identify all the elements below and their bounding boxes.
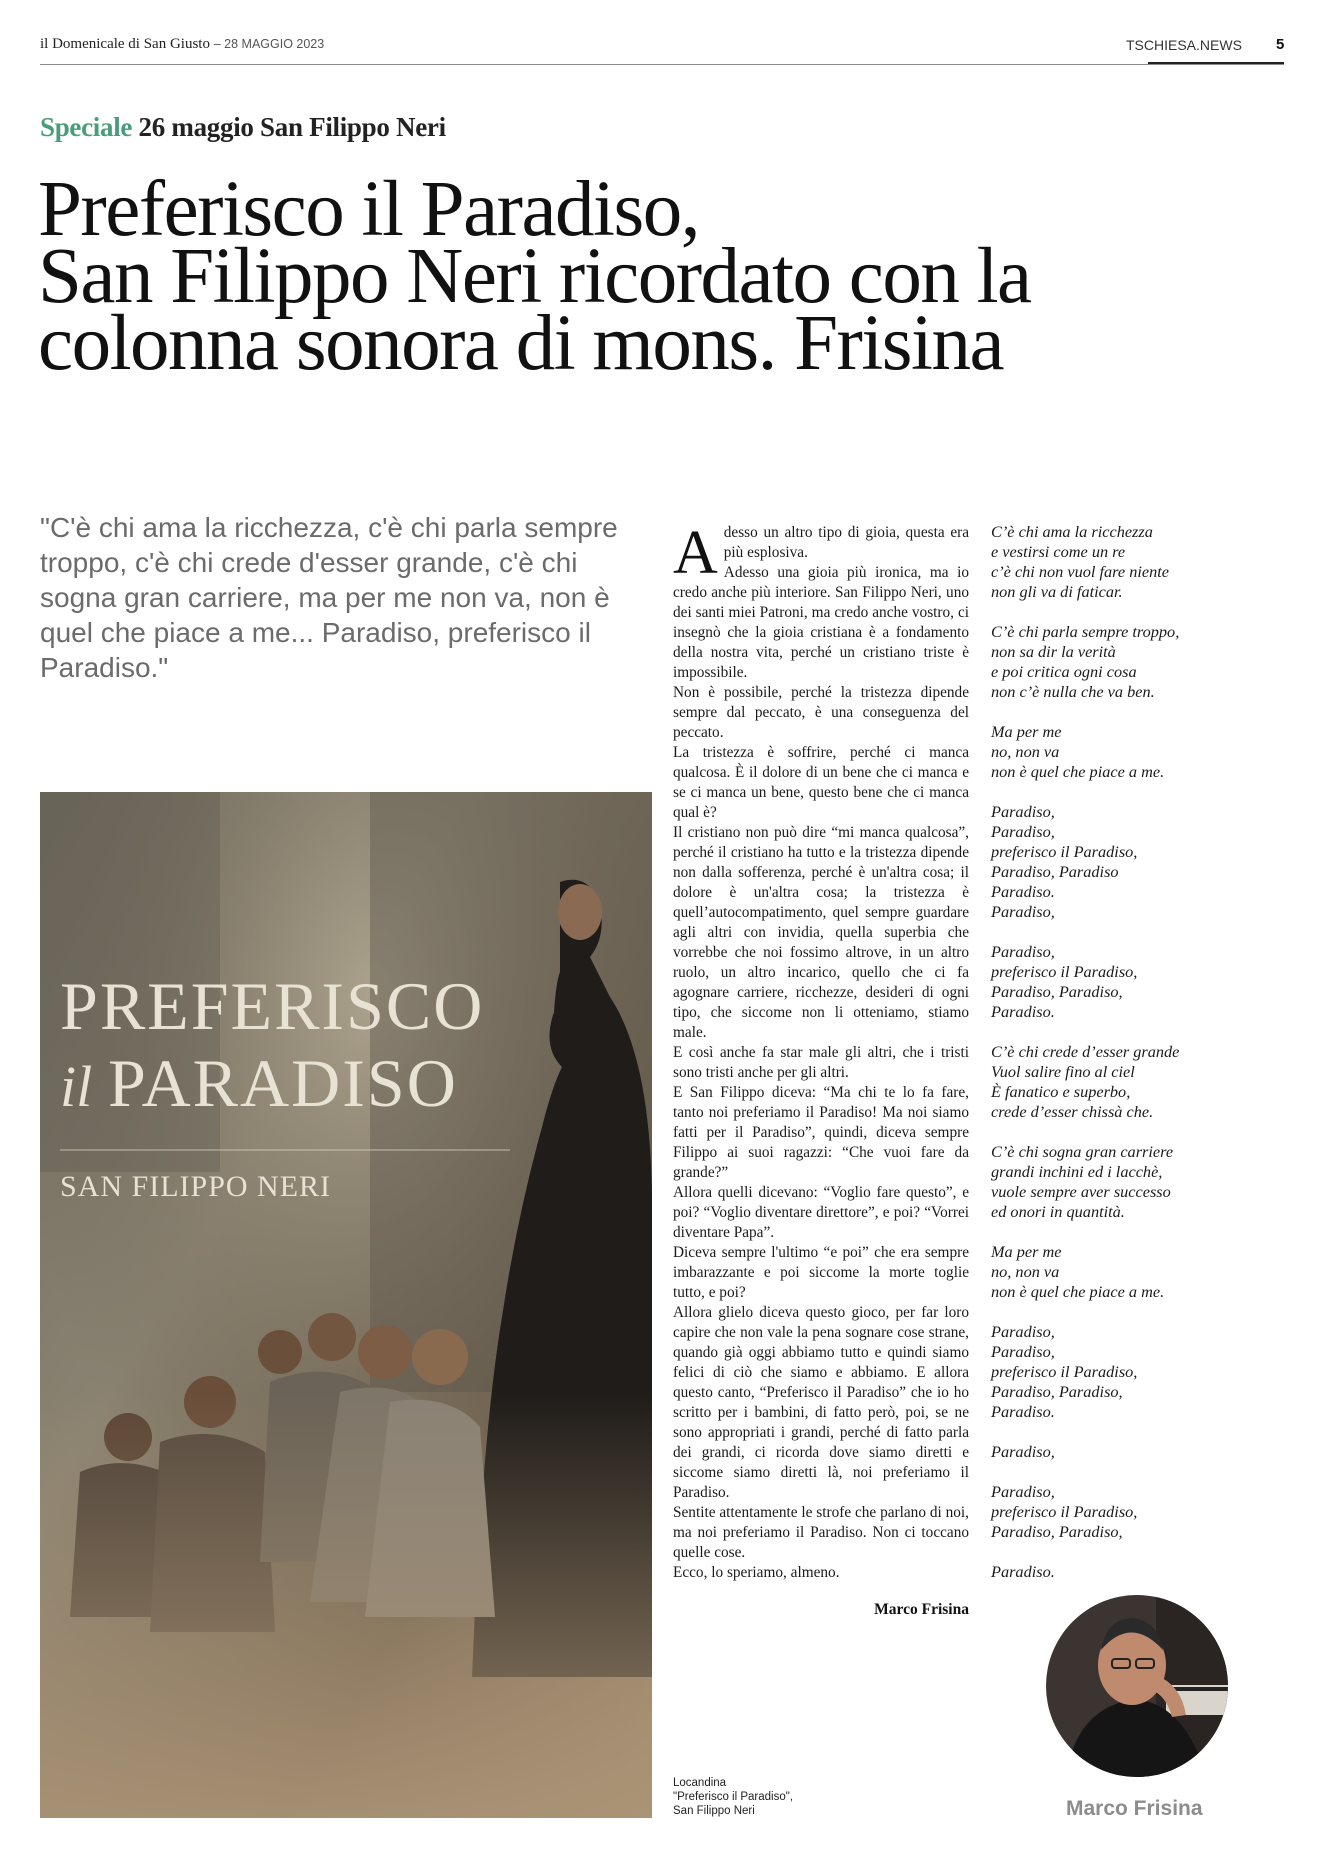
lyric-line: Paradiso. [991, 1562, 1055, 1581]
lyric-line: Ma per me [991, 1242, 1062, 1261]
paragraph: Non è possibile, perché la tristezza dipende sempre dal peccato, è una conseguenza del peccato. [673, 684, 969, 741]
lyric-stanza [991, 942, 1291, 1022]
lyric-line: Paradiso, [991, 1482, 1055, 1501]
caption-line: "Preferisco il Paradiso", [673, 1791, 794, 1803]
author-name: Marco Frisina [1066, 1797, 1203, 1820]
lyric-line: Paradiso, [991, 902, 1055, 921]
paragraph: Diceva sempre l'ultimo “e poi” che era sempre imbarazzante e poi siccome la morte toglie tutto, e poi? [673, 1244, 969, 1301]
song-lyrics [991, 522, 1291, 1602]
lyric-line: non è quel che piace a me. [991, 1282, 1165, 1301]
lyric-line: Paradiso, [991, 822, 1055, 841]
lyric-line: Paradiso, [991, 942, 1055, 961]
lyric-line: Vuol salire fino al ciel [991, 1062, 1135, 1081]
lyric-stanza [991, 1242, 1291, 1302]
lyric-line: preferisco il Paradiso, [991, 842, 1138, 861]
lyric-line: non c’è nulla che va ben. [991, 682, 1155, 701]
paragraph-text: desso un altro tipo di gioia, questa era più esplosiva. [723, 524, 969, 561]
lyric-stanza [991, 622, 1291, 702]
lyric-stanza [991, 802, 1291, 922]
lyric-stanza [991, 1042, 1291, 1122]
paragraph: Ecco, lo speriamo, almeno. [673, 1564, 840, 1581]
paragraph: Allora glielo diceva questo gioco, per far loro capire che non vale la pena sognare cose strane, quando già oggi abbiamo tutto e quindi siamo felici di ciò che siamo e abbiamo. E allora questo canto, “Preferisco il Paradiso” che io ho scritto per i bambini, di fatto però, poi, se ne sono appropriati i grandi, perché di fatto parla dei grandi, ci ricorda dove siamo diretti e siccome siamo diretti là, noi preferiamo il Paradiso. [673, 1304, 969, 1501]
lyric-line: ed onori in quantità. [991, 1202, 1125, 1221]
lyric-line: non è quel che piace a me. [991, 762, 1165, 781]
headline [38, 166, 1298, 387]
lyric-line: È fanatico e superbo, [991, 1082, 1131, 1101]
headline-line: San Filippo Neri ricordato con la [38, 233, 1031, 320]
lyric-line: C’è chi parla sempre troppo, [991, 622, 1180, 641]
publication-name: il Domenicale di San Giusto [40, 36, 210, 52]
running-header-publication [40, 36, 324, 53]
paragraph: Il cristiano non può dire “mi manca qualcosa”, perché il cristiano ha tutto e la tristezza dipende non dalla sofferenza, perché è un'altra cosa; il dolore è un'altra cosa; la tristezza è quell’autocompatimento, quel sempre guardare agli altri con invidia, quella superbia che vorrebbe che noi fossimo altrove, in un altro ruolo, un altro incarico, quello che ci fa agognare carriere, ricchezze, desideri di ogni tipo, che siccome non li otteniamo, stiamo male. [673, 824, 969, 1041]
header-rule [40, 64, 1284, 65]
lyric-stanza [991, 1442, 1291, 1462]
lyric-line: preferisco il Paradiso, [991, 1362, 1138, 1381]
lyric-line: Paradiso, [991, 802, 1055, 821]
pull-quote: "C'è chi ama la ricchezza, c'è chi parla sempre troppo, c'è chi crede d'esser grande, c'è chi sogna gran carriere, ma per me non va, non è quel che piace a me... Paradiso, preferisco il Paradiso." [40, 512, 618, 683]
lyric-line: non gli va di faticar. [991, 582, 1123, 601]
lyric-line: e poi critica ogni cosa [991, 662, 1137, 681]
poster-illustration [40, 792, 652, 1818]
lyric-line: Paradiso. [991, 1402, 1055, 1421]
lyric-line: C’è chi sogna gran carriere [991, 1142, 1174, 1161]
paragraph: Adesso una gioia più ironica, ma io credo anche più interiore. San Filippo Neri, uno dei santi miei Patroni, ma credo anche vostro, ci insegnò che la gioia cristiana è a fondamento della nostra vita, perché un cristiano triste è impossibile. [673, 564, 969, 681]
caption-line: Locandina [673, 1777, 727, 1789]
paragraph: Allora quelli dicevano: “Voglio fare questo”, e poi? “Voglio diventare direttore”, e poi? “Vorrei diventare Papa”. [673, 1184, 969, 1241]
paragraph: Sentite attentamente le strofe che parlano di noi, ma noi preferiamo il Paradiso. Non ci toccano quelle cose. [673, 1504, 969, 1561]
paragraph: E così anche fa star male gli altri, che i tristi sono tristi anche per gli altri. [673, 1044, 969, 1081]
headline-line: colonna sonora di mons. Frisina [38, 300, 1004, 387]
lyric-line: Paradiso, [991, 1342, 1055, 1361]
lyric-line: Paradiso, Paradiso [991, 862, 1119, 881]
lyric-line: preferisco il Paradiso, [991, 1502, 1138, 1521]
header-rule-accent [1148, 62, 1284, 64]
lyric-stanza [991, 1142, 1291, 1222]
section-kicker [40, 112, 446, 143]
drop-cap: A [673, 519, 718, 587]
byline-signature: Marco Frisina [874, 1601, 969, 1618]
lyric-line: preferisco il Paradiso, [991, 962, 1138, 981]
lyric-line: grandi inchini ed i lacchè, [991, 1162, 1163, 1181]
lyric-line: non sa dir la verità [991, 642, 1116, 661]
headline-line: Preferisco il Paradiso, [38, 166, 699, 253]
photo-caption [673, 1776, 873, 1818]
lyric-line: vuole sempre aver successo [991, 1182, 1171, 1201]
section-label: Speciale [40, 112, 133, 142]
lyric-line: Ma per me [991, 722, 1062, 741]
lyric-stanza [991, 1322, 1291, 1422]
lyric-stanza [991, 1562, 1291, 1582]
lyric-line: Paradiso, Paradiso, [991, 1522, 1123, 1541]
paragraph [673, 519, 969, 587]
lyric-line: no, non va [991, 742, 1060, 761]
lyric-line: e vestirsi come un re [991, 542, 1126, 561]
caption-line: San Filippo Neri [673, 1805, 755, 1817]
lyric-line: Paradiso. [991, 1002, 1055, 1021]
poster-title-line1: PREFERISCO [60, 968, 485, 1044]
author-portrait [1046, 1595, 1228, 1777]
lyric-line: Paradiso, Paradiso, [991, 982, 1123, 1001]
poster-title-line2: PARADISO [108, 1045, 458, 1121]
lyric-line: Paradiso, [991, 1322, 1055, 1341]
issue-date: – 28 MAGGIO 2023 [213, 37, 325, 51]
site-name: TSCHIESA.NEWS [1126, 37, 1242, 53]
paragraph: E San Filippo diceva: “Ma chi te lo fa fare, tanto noi preferiamo il Paradiso! Ma noi siamo fatti per il Paradiso”, quindi, diceva sempre Filippo ai suoi ragazzi: “Che vuoi fare da grande?” [673, 1084, 969, 1181]
poster-subtitle: SAN FILIPPO NERI [60, 1170, 332, 1203]
movie-poster [40, 792, 652, 1818]
author-photo [1046, 1595, 1228, 1777]
lyric-stanza [991, 522, 1291, 602]
lyric-stanza [991, 722, 1291, 782]
lyric-line: C’è chi ama la ricchezza [991, 522, 1153, 541]
page-number: 5 [1276, 36, 1285, 53]
lyric-line: C’è chi crede d’esser grande [991, 1042, 1180, 1061]
poster-title-italic: il [60, 1054, 93, 1119]
lyric-line: Paradiso, Paradiso, [991, 1382, 1123, 1401]
lyric-line: no, non va [991, 1262, 1060, 1281]
lyric-line: Paradiso. [991, 882, 1055, 901]
lyric-line: Paradiso, [991, 1442, 1055, 1461]
paragraph: La tristezza è soffrire, perché ci manca qualcosa. È il dolore di un bene che ci manca e se ci manca un bene, questo bene che ci manca qual è? [673, 744, 969, 821]
lyric-stanza [991, 1482, 1291, 1542]
article-body [673, 519, 969, 1583]
lyric-line: c’è chi non vuol fare niente [991, 562, 1169, 581]
lyric-line: crede d’esser chissà che. [991, 1102, 1154, 1121]
kicker-topic: 26 maggio San Filippo Neri [138, 112, 446, 142]
